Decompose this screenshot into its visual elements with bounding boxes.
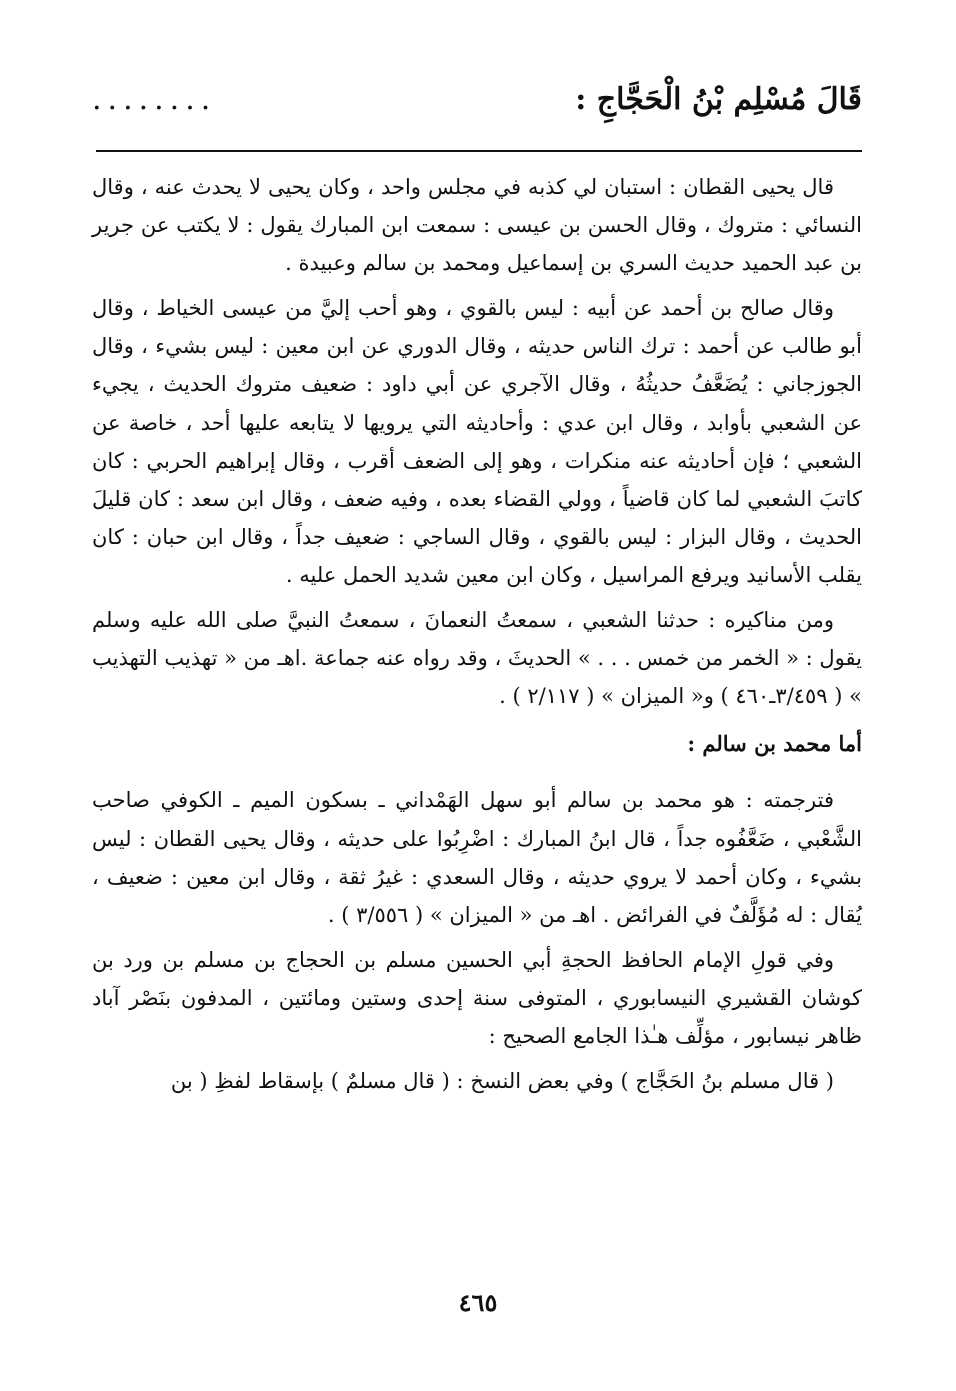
running-header-title: قَالَ مُسْلِم بْنُ الْحَجَّاجِ : xyxy=(575,82,862,117)
page-body xyxy=(92,168,862,1100)
paragraph: وقال صالح بن أحمد عن أبيه : ليس بالقوي ، وهو أحب إليَّ من عيسى الخياط ، وقال أبو طالب عن أحمد : ترك الناس حديثه ، وقال الدوري عن ابن معين : ليس بشيء ، وقال الجوزجاني : يُضَعَّفُ حديثُهُ ، وقال الآجري عن أبي داود : ضعيف متروك الحديث ، يجيء عن الشعبي بأوابد ، وقال ابن عدي : وأحاديثه التي يرويها لا يتابعه عليها أحد ، خاصة عن الشعبي ؛ فإن أحاديثه عنه منكرات ، وهو إلى الضعف أقرب ، وقال إبراهيم الحربي : كان كاتبَ الشعبي لما كان قاضياً ، وولي القضاء بعده ، وفيه ضعف ، وقال ابن سعد : كان قليلَ الحديث ، وقال البزار : ليس بالقوي ، وقال الساجي : ضعيف جداً ، وقال ابن حبان : كان يقلب الأسانيد ويرفع المراسيل ، وكان ابن معين شديد الحمل عليه . xyxy=(92,296,862,587)
paragraph: ( قال مسلم بنُ الحَجَّاج ) وفي بعض النسخ : ( قال مسلمٌ ) بإسقاط لفظِ ( بن xyxy=(170,1069,834,1094)
section-heading: أما محمد بن سالم : xyxy=(687,731,862,757)
paragraph: قال يحيى القطان : استبان لي كذبه في مجلس واحد ، وكان يحيى لا يحدث عنه ، وقال النسائي : متروك ، وقال الحسن بن عيسى : سمعت ابن المبارك يقول : لا يكتب عن جرير بن عبد الحميد حديث السري بن إسماعيل ومحمد بن سالم وعبيدة . xyxy=(92,175,862,276)
header-divider xyxy=(96,150,862,152)
paragraph: فترجمته : هو محمد بن سالم أبو سهل الهَمْداني ـ بسكون الميم ـ الكوفي صاحب الشَّعْبي ، ضَعَّفُوه جداً ، قال ابنُ المبارك : اضْرِبُوا على حديثه ، وقال يحيى القطان : ليس بشيء ، وكان أحمد لا يروي حديثه ، وقال السعدي : غيرُ ثقة ، وقال ابن معين : ضعيف ، يُقال : له مُؤَلَّفٌ في الفرائض . اهـ من « الميزان » ( ٣/٥٥٦ ) . xyxy=(92,788,862,927)
running-header xyxy=(92,80,862,130)
paragraph: وفي قولِ الإمام الحافظ الحجةِ أبي الحسين مسلم بن الحجاج بن مسلم بن ورد بن كوشان القشيري النيسابوري ، المتوفى سنة إحدى وستين ومائتين ، المدفون بنَصْر آباد ظاهر نيسابور ، مؤلِّف هـٰذا الجامع الصحيح : xyxy=(92,947,862,1048)
page-number: ٤٦٥ xyxy=(458,1288,498,1317)
paragraph: ومن مناكيره : حدثنا الشعبي ، سمعتُ النعمانَ ، سمعتُ النبيَّ صلى الله عليه وسلم يقول : « الخمر من خمس . . . » الحديثَ ، وقد رواه عنه جماعة .اهـ من « تهذيب التهذيب » ( ٣/٤٥٩ـ٤٦٠ ) و« الميزان » ( ٢/١١٧ ) . xyxy=(92,608,862,709)
running-header-dots: ........ xyxy=(92,82,217,117)
